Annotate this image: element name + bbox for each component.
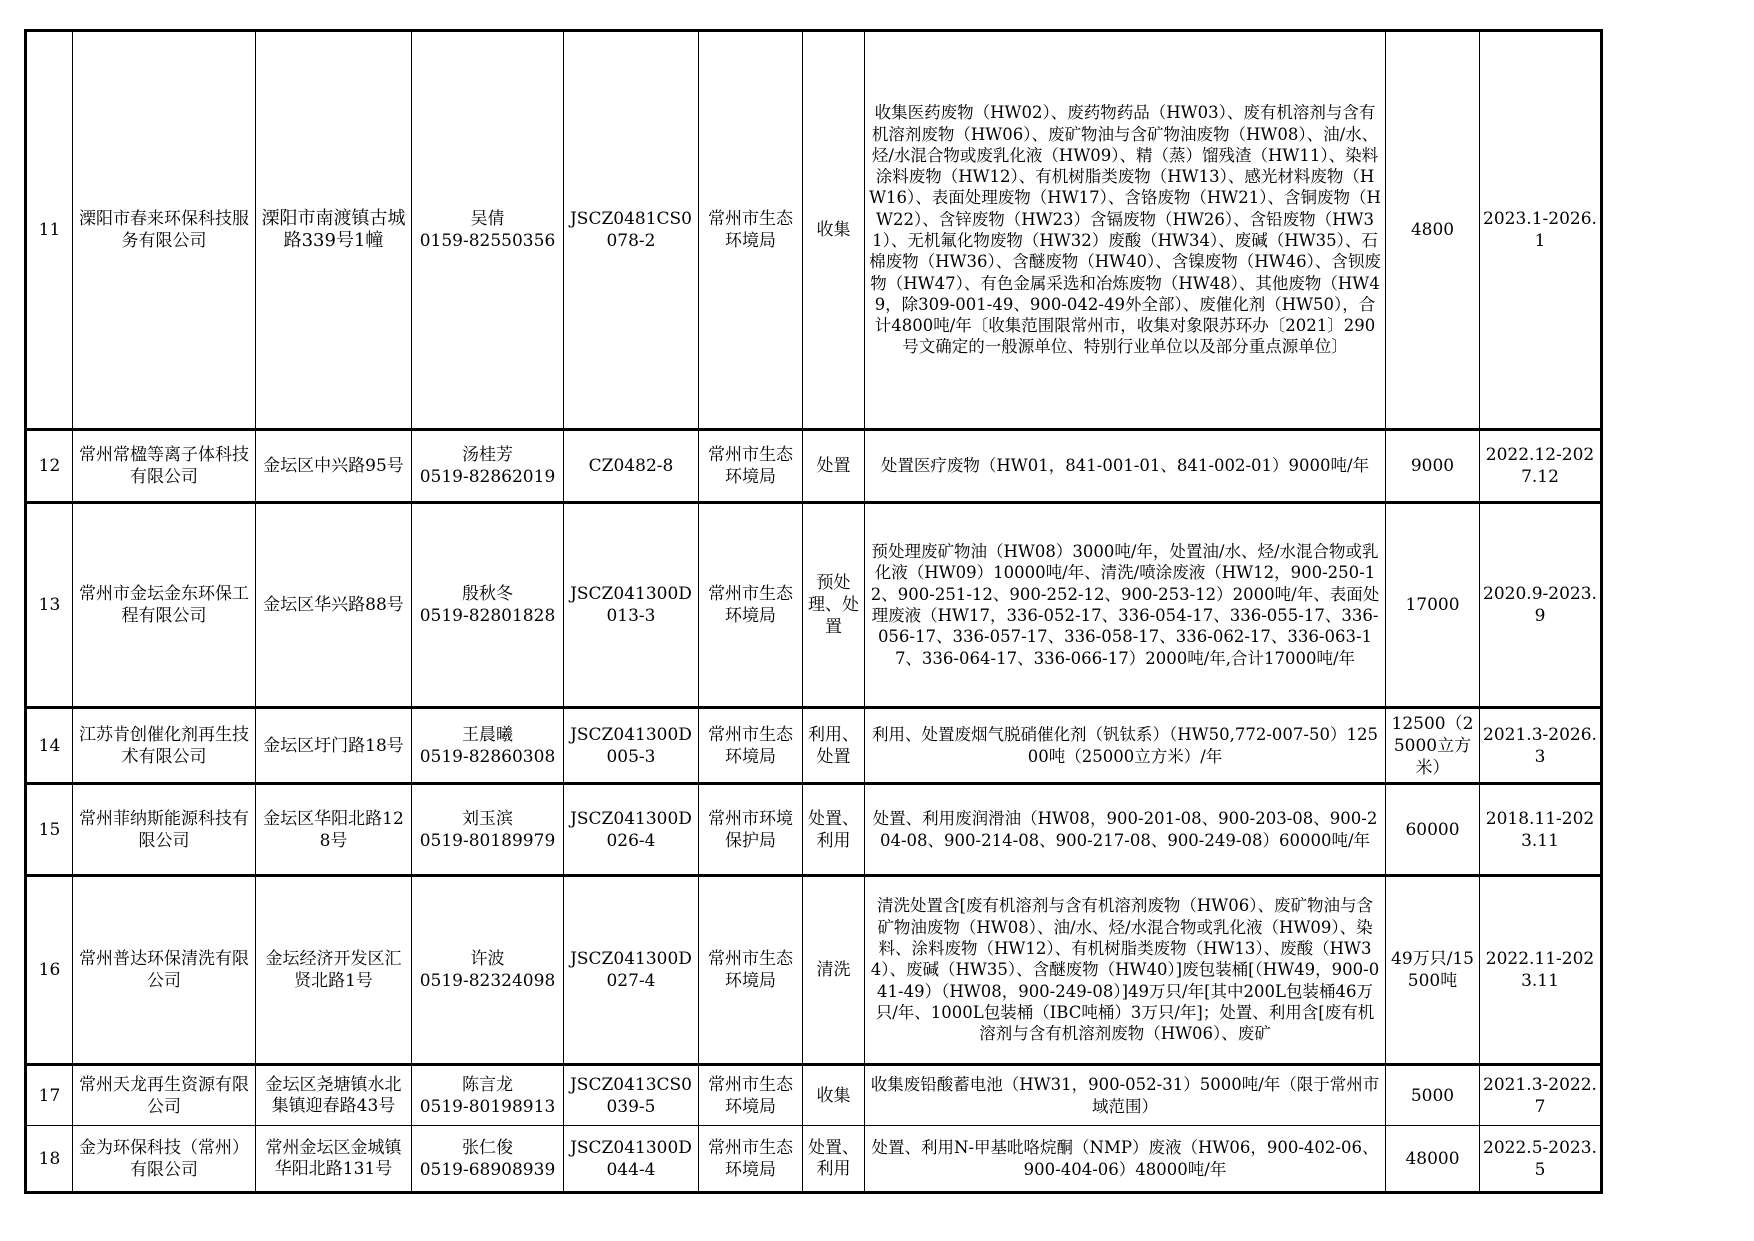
contact (412, 876, 564, 1065)
validity-period: 2022.11-2023.11 (1480, 876, 1602, 1065)
operation-scope: 处置、利用废润滑油（HW08，900-201-08、900-203-08、900-204-08、900-214-08、900-217-08、900-249-08）60000吨/年 (865, 784, 1386, 876)
issuing-authority: 常州市生态环境局 (699, 503, 803, 708)
address: 金坛区华阳北路128号 (256, 784, 412, 876)
table-row (26, 708, 1602, 784)
row-number: 15 (26, 784, 73, 876)
address-text: 常州金坛区金城镇华阳北路131号 (265, 1137, 402, 1179)
contact-phone: 0519-80198913 (419, 1096, 556, 1117)
contact (412, 503, 564, 708)
contact-phone: 0519-82324098 (419, 971, 556, 991)
address: 金坛区圩门路18号 (256, 708, 412, 784)
table-row (26, 784, 1602, 876)
row-number: 14 (26, 708, 73, 784)
contact-name: 陈言龙 (462, 1074, 513, 1095)
address (256, 1065, 412, 1126)
license-number: JSCZ041300D013-3 (564, 503, 699, 708)
operation-scope: 收集医药废物（HW02）、废药物药品（HW03）、废有机溶剂与含有机溶剂废物（HW06）、废矿物油与含矿物油废物（HW08）、油/水、烃/水混合物或废乳化液（HW09）、精（蒸）馏残渣（HW11）、染料涂料废物（HW12）、有机树脂类废物（HW13）、感光材料废物（HW16）、表面处理废物（HW17）、含铬废物（HW21）、含铜废物（HW22）、含锌废物（HW23）含镉废物（HW26）、含铅废物（HW31）、无机氟化物废物（HW32）废酸（HW34）、废碱（HW35）、石棉废物（HW36）、含醚废物（HW40）、含镍废物（HW46）、含钡废物（HW47）、有色金属采选和冶炼废物（HW48）、其他废物（HW49，除309-001-49、900-042-49外全部）、废催化剂（HW50），合计4800吨/年〔收集范围限常州市，收集对象限苏环办〔2021〕290号文确定的一般源单位、特别行业单位以及部分重点源单位〕 (865, 31, 1386, 430)
operation-method: 预处理、处置 (803, 503, 865, 708)
row-number: 16 (26, 876, 73, 1065)
operation-method-text: 处置、利用 (808, 1137, 859, 1179)
contact-name: 许波 (470, 949, 505, 969)
validity-period: 2021.3-2026.3 (1480, 708, 1602, 784)
company-name: 常州菲纳斯能源科技有限公司 (73, 784, 256, 876)
validity-period: 2023.1-2026.1 (1480, 31, 1602, 430)
row-number: 17 (26, 1065, 73, 1126)
contact-phone: 0159-82550356 (419, 231, 556, 251)
address-text: 金坛区尧塘镇水北集镇迎春路43号 (265, 1074, 402, 1116)
validity-period: 2020.9-2023.9 (1480, 503, 1602, 708)
operation-method: 收集 (803, 1065, 865, 1126)
contact (412, 708, 564, 784)
license-number: JSCZ041300D026-4 (564, 784, 699, 876)
validity-period: 2018.11-2023.11 (1480, 784, 1602, 876)
table-row (26, 1065, 1602, 1126)
operation-method: 清洗 (803, 876, 865, 1065)
license-number: JSCZ0413CS0039-5 (564, 1065, 699, 1126)
operation-method: 收集 (803, 31, 865, 430)
table-row (26, 31, 1602, 430)
capacity: 48000 (1386, 1126, 1480, 1193)
company-name: 溧阳市春来环保科技服务有限公司 (73, 31, 256, 430)
issuing-authority: 常州市生态环境局 (699, 708, 803, 784)
capacity: 4800 (1386, 31, 1480, 430)
validity-period: 2022.12-2027.12 (1480, 430, 1602, 503)
contact-phone: 0519-68908939 (419, 1159, 556, 1180)
license-number: JSCZ041300D027-4 (564, 876, 699, 1065)
operation-method: 处置 (803, 430, 865, 503)
operation-method: 利用、处置 (803, 708, 865, 784)
table-row (26, 1126, 1602, 1193)
table-row (26, 503, 1602, 708)
contact (412, 31, 564, 430)
issuing-authority: 常州市生态环境局 (699, 1065, 803, 1126)
contact (412, 784, 564, 876)
contact-phone: 0519-82860308 (419, 746, 556, 767)
table-row (26, 876, 1602, 1065)
capacity: 9000 (1386, 430, 1480, 503)
address: 金坛区中兴路95号 (256, 430, 412, 503)
address: 金坛区华兴路88号 (256, 503, 412, 708)
company-name: 常州常楹等离子体科技有限公司 (73, 430, 256, 503)
operation-method: 处置、利用 (803, 784, 865, 876)
contact-name: 刘玉滨 (462, 808, 513, 829)
license-number: JSCZ0481CS0078-2 (564, 31, 699, 430)
capacity: 12500（25000立方米） (1386, 708, 1480, 784)
capacity: 49万只/15500吨 (1386, 876, 1480, 1065)
operation-scope: 利用、处置废烟气脱硝催化剂（钒钛系）（HW50,772-007-50）12500吨（25000立方米）/年 (865, 708, 1386, 784)
hazardous-waste-permit-table (24, 29, 1603, 1194)
contact (412, 1126, 564, 1193)
operation-scope (865, 876, 1386, 1065)
contact-name: 吴倩 (470, 209, 505, 229)
address: 溧阳市南渡镇古城路339号1幢 (256, 31, 412, 430)
validity-period: 2021.3-2022.7 (1480, 1065, 1602, 1126)
row-number: 13 (26, 503, 73, 708)
contact (412, 430, 564, 503)
license-number: CZ0482-8 (564, 430, 699, 503)
license-number: JSCZ041300D044-4 (564, 1126, 699, 1193)
issuing-authority: 常州市生态环境局 (699, 1126, 803, 1193)
capacity: 5000 (1386, 1065, 1480, 1126)
contact-name: 王晨曦 (462, 724, 513, 745)
address (256, 1126, 412, 1193)
contact-phone: 0519-82801828 (419, 606, 556, 626)
row-number: 18 (26, 1126, 73, 1193)
operation-method (803, 1126, 865, 1193)
issuing-authority: 常州市环境保护局 (699, 784, 803, 876)
company-name: 常州市金坛金东环保工程有限公司 (73, 503, 256, 708)
contact-name: 汤桂芳 (462, 445, 513, 465)
address: 金坛经济开发区汇贤北路1号 (256, 876, 412, 1065)
operation-scope-text: 清洗处置含[废有机溶剂与含有机溶剂废物（HW06）、废矿物油与含矿物油废物（HW08）、油/水、烃/水混合物或乳化液（HW09）、染料、涂料废物（HW12）、有机树脂类废物（HW13）、废酸（HW34）、废碱（HW35）、含醚废物（HW40）]废包装桶[（HW49，900-041-49）（HW08，900-249-08）]49万只/年[其中200L包装桶46万只/年、1000L包装桶（IBC吨桶）3万只/年]；处置、利用含[废有机溶剂与含有机溶剂废物（HW06）、废矿 (870, 896, 1380, 1044)
company-name: 常州普达环保清洗有限公司 (73, 876, 256, 1065)
company-name: 江苏肯创催化剂再生技术有限公司 (73, 708, 256, 784)
company-name: 常州天龙再生资源有限公司 (73, 1065, 256, 1126)
contact-phone: 0519-82862019 (419, 467, 556, 487)
license-number: JSCZ041300D005-3 (564, 708, 699, 784)
operation-scope: 处置、利用N-甲基吡咯烷酮（NMP）废液（HW06，900-402-06、900-404-06）48000吨/年 (865, 1126, 1386, 1193)
issuing-authority: 常州市生态环境局 (699, 31, 803, 430)
company-name: 金为环保科技（常州）有限公司 (73, 1126, 256, 1193)
row-number: 12 (26, 430, 73, 503)
contact-name: 殷秋冬 (462, 584, 513, 604)
operation-scope: 收集废铅酸蓄电池（HW31，900-052-31）5000吨/年（限于常州市域范围） (865, 1065, 1386, 1126)
operation-scope: 处置医疗废物（HW01，841-001-01、841-002-01）9000吨/年 (865, 430, 1386, 503)
row-number: 11 (26, 31, 73, 430)
validity-period: 2022.5-2023.5 (1480, 1126, 1602, 1193)
contact-phone: 0519-80189979 (419, 830, 556, 851)
capacity: 17000 (1386, 503, 1480, 708)
issuing-authority: 常州市生态环境局 (699, 876, 803, 1065)
table-row (26, 430, 1602, 503)
contact-name: 张仁俊 (462, 1137, 513, 1158)
operation-scope: 预处理废矿物油（HW08）3000吨/年，处置油/水、烃/水混合物或乳化液（HW09）10000吨/年、清洗/喷涂废液（HW12，900-250-12、900-251-12、900-252-12、900-253-12）2000吨/年、表面处理废液（HW17，336-052-17、336-054-17、336-055-17、336-056-17、336-057-17、336-058-17、336-062-17、336-063-17、336-064-17、336-066-17）2000吨/年,合计17000吨/年 (865, 503, 1386, 708)
contact (412, 1065, 564, 1126)
issuing-authority: 常州市生态环境局 (699, 430, 803, 503)
capacity: 60000 (1386, 784, 1480, 876)
